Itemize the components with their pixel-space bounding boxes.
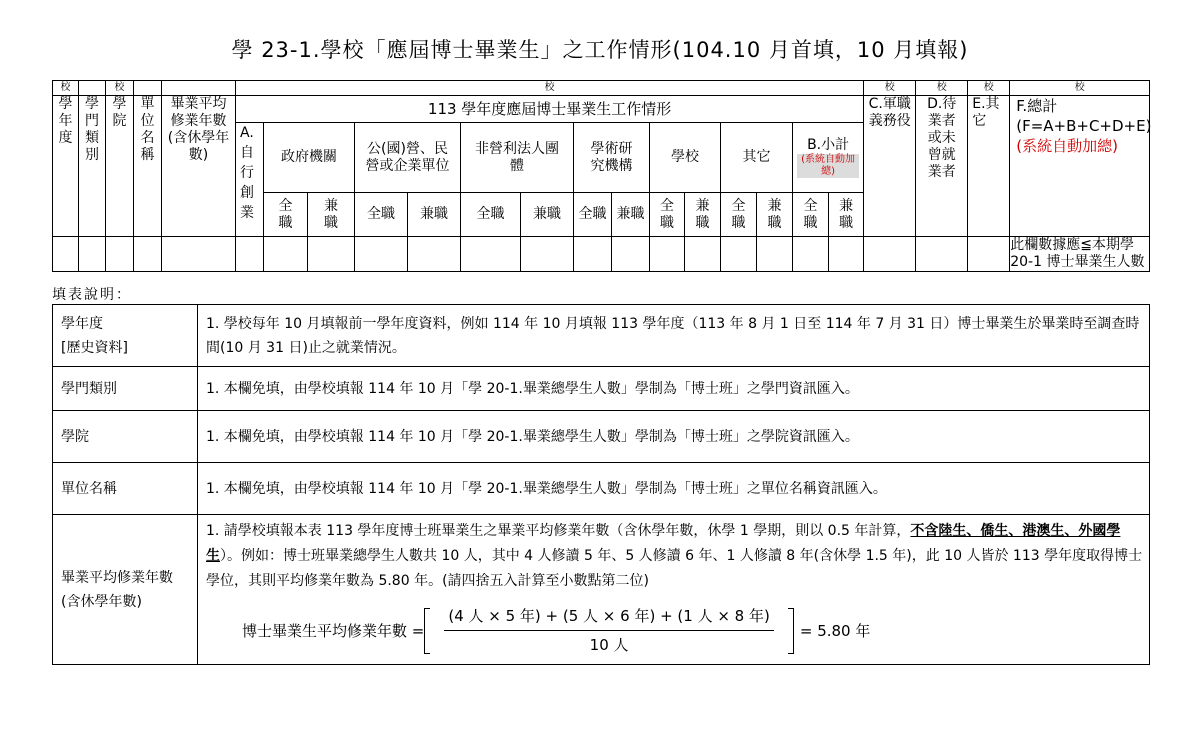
col-avg-years-header: 畢業平均修業年數(含休學年數): [162, 96, 236, 237]
other-part-header: 兼職: [757, 193, 793, 237]
cell-input[interactable]: [134, 237, 162, 272]
bracket-right: [788, 608, 794, 654]
col-year-header: 學年度: [53, 96, 79, 237]
research-part-header: 兼職: [612, 193, 650, 237]
instr-text-avg-c: ）。例如：博士班畢業總學生人數共 10 人，其中 4 人修讀 5 年、5 人修讀 6 年、1 人修讀 8 年(含休學 1.5 年)，此 10 人皆於 113 學年度取得博士學位，其則平均修業年數為 5.80 年。(請四捨五入計算至小數點第二位): [206, 548, 1143, 589]
group-title: 113 學年度應屆博士畢業生工作情形: [236, 96, 864, 123]
cell-input[interactable]: [685, 237, 721, 272]
col-gov-header: 政府機關: [264, 123, 355, 193]
formula-denominator: 10 人: [589, 636, 629, 654]
cell-input[interactable]: [308, 237, 355, 272]
cell-input[interactable]: [864, 237, 916, 272]
col-b-auto-note: (系統自動加總): [797, 154, 859, 178]
school-full-header: 全職: [650, 193, 685, 237]
cell-input[interactable]: [650, 237, 685, 272]
col-e-header: E.其它: [968, 96, 1010, 237]
cell-input[interactable]: [829, 237, 864, 272]
cell-input[interactable]: [574, 237, 612, 272]
cell-input[interactable]: [162, 237, 236, 272]
scope-label: 校: [864, 81, 916, 96]
instr-key-avg: 畢業平均修業年數(含休學年數): [53, 515, 198, 665]
cell-input[interactable]: [264, 237, 308, 272]
instr-text-college: 1. 本欄免填，由學校填報 114 年 10 月「學 20-1.畢業總學生人數」學制為「博士班」之學院資訊匯入。: [198, 411, 1150, 463]
instructions-label: 填表說明：: [52, 287, 132, 303]
report-form-table: [52, 80, 1150, 272]
cell-input[interactable]: [757, 237, 793, 272]
instr-key-college: 學院: [53, 411, 198, 463]
cell-input[interactable]: [408, 237, 461, 272]
gov-part-header: 兼職: [308, 193, 355, 237]
cell-input[interactable]: [521, 237, 574, 272]
b-part-header: 兼職: [829, 193, 864, 237]
col-unit-header: 單位名稱: [134, 96, 162, 237]
instructions-table: [52, 304, 1150, 665]
col-soe-header: 公(國)營、民營或企業單位: [355, 123, 461, 193]
col-f-auto-note: (系統自動加總): [1016, 137, 1118, 155]
cell-input[interactable]: [793, 237, 829, 272]
scope-label: 校: [916, 81, 968, 96]
cell-input[interactable]: [53, 237, 79, 272]
scope-label: 校: [968, 81, 1010, 96]
col-c-header: C.軍職義務役: [864, 96, 916, 237]
formula-result: = 5.80 年: [799, 621, 871, 640]
col-b-header: B.小計: [807, 137, 850, 153]
npo-part-header: 兼職: [521, 193, 574, 237]
scope-label: 校: [106, 81, 134, 96]
f-column-note: 此欄數據應≦本期學 20-1 博士畢業生人數: [1010, 237, 1150, 272]
instr-text-year: 1. 學校每年 10 月填報前一學年度資料，例如 114 年 10 月填報 113 學年度（113 年 8 月 1 日至 114 年 7 月 31 日）博士畢業生於畢業時至調查時間(10 月 31 日)止之就業情況。: [198, 305, 1150, 367]
cell-input[interactable]: [355, 237, 408, 272]
cell-input[interactable]: [612, 237, 650, 272]
instr-key-unit: 單位名稱: [53, 463, 198, 515]
research-full-header: 全職: [574, 193, 612, 237]
page-title: 學 23-1.學校「應屆博士畢業生」之工作情形(104.10 月首填，10 月填報): [231, 38, 969, 62]
cell-input[interactable]: [79, 237, 106, 272]
soe-part-header: 兼職: [408, 193, 461, 237]
npo-full-header: 全職: [461, 193, 521, 237]
cell-input[interactable]: [968, 237, 1010, 272]
other-full-header: 全職: [721, 193, 757, 237]
b-full-header: 全職: [793, 193, 829, 237]
instr-text-avg-a: 1. 請學校填報本表 113 學年度博士班畢業生之畢業平均修業年數（含休學年數，休學 1 學期，則以 0.5 年計算，: [206, 523, 911, 539]
col-field-header: 學門類別: [79, 96, 106, 237]
instr-text-avg-exclusion: 不含陸生、僑生、港澳生、外國學生: [206, 523, 1121, 564]
avg-formula: [242, 604, 1143, 657]
bracket-left: [424, 608, 430, 654]
cell-input[interactable]: [721, 237, 757, 272]
scope-label: 校: [53, 81, 79, 96]
cell-input[interactable]: [236, 237, 264, 272]
cell-input[interactable]: [916, 237, 968, 272]
col-f-header: F.總計(F=A+B+C+D+E): [1016, 97, 1152, 135]
col-d-header: D.待業者或未曾就業者: [916, 96, 968, 237]
scope-label: 校: [236, 81, 864, 96]
cell-input[interactable]: [461, 237, 521, 272]
cell-input[interactable]: [106, 237, 134, 272]
col-npo-header: 非營利法人團體: [461, 123, 574, 193]
soe-full-header: 全職: [355, 193, 408, 237]
formula-left: 博士畢業生平均修業年數 =: [242, 621, 425, 640]
data-entry-row[interactable]: [53, 237, 1150, 272]
instr-text-unit: 1. 本欄免填，由學校填報 114 年 10 月「學 20-1.畢業總學生人數」學制為「博士班」之單位名稱資訊匯入。: [198, 463, 1150, 515]
instr-text-field: 1. 本欄免填，由學校填報 114 年 10 月「學 20-1.畢業總學生人數」學制為「博士班」之學門資訊匯入。: [198, 367, 1150, 411]
col-college-header: 學院: [106, 96, 134, 237]
col-school-header: 學校: [650, 123, 721, 193]
formula-numerator: (4 人 × 5 年) + (5 人 × 6 年) + (1 人 × 8 年): [444, 604, 774, 631]
instr-key-field: 學門類別: [53, 367, 198, 411]
col-other-header: 其它: [721, 123, 793, 193]
scope-label: 校: [1010, 81, 1150, 96]
instr-key-year: 學年度 [歷史資料]: [53, 305, 198, 367]
gov-full-header: 全職: [264, 193, 308, 237]
school-part-header: 兼職: [685, 193, 721, 237]
col-a-header: A.自行創業: [236, 123, 264, 237]
col-research-header: 學術研究機構: [574, 123, 650, 193]
